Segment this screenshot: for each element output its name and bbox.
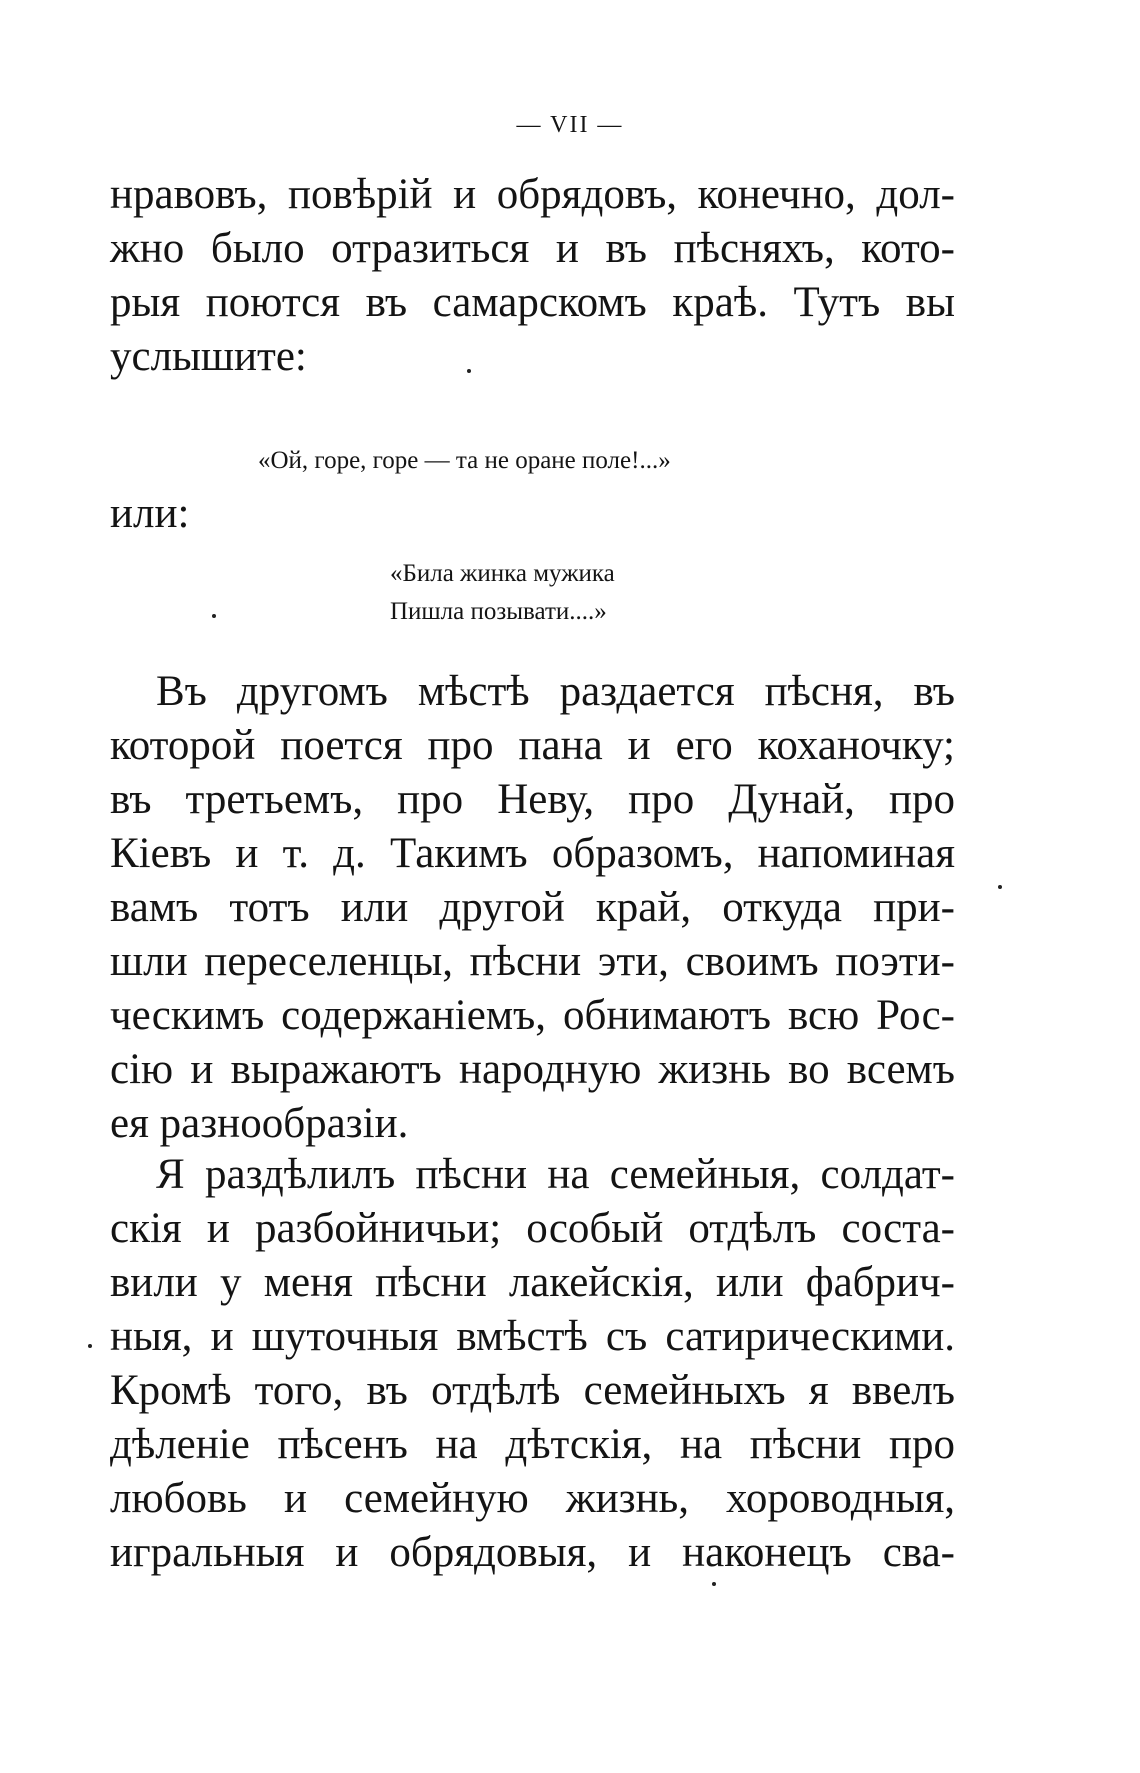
text-line: шли переселенцы, пѣсни эти, своимъ поэти- (110, 938, 955, 985)
quote-2 (390, 555, 615, 631)
page-number: — VII — (516, 112, 624, 138)
text-line: нравовъ, повѣрій и обрядовъ, конечно, дол- (110, 171, 955, 218)
text-line: въ третьемъ, про Неву, про Дунай, про (110, 776, 955, 823)
scan-speck (998, 885, 1002, 889)
text-line: Кромѣ того, въ отдѣлѣ семейныхъ я ввелъ (110, 1367, 955, 1414)
text-line: Въ другомъ мѣстѣ раздается пѣсня, въ (156, 668, 955, 715)
text-line: или: (110, 490, 190, 537)
quote-line: «Ой, горе, горе — та не оране поле!...» (258, 447, 671, 474)
text-line: вили у меня пѣсни лакейскія, или фабрич- (110, 1259, 955, 1306)
text-line: ческимъ содержаніемъ, обнимаютъ всю Рос- (110, 992, 955, 1039)
text-line: сію и выражаютъ народную жизнь во всемъ (110, 1046, 955, 1093)
scan-speck (712, 1582, 716, 1586)
text-line: любовь и семейную жизнь, хороводныя, (110, 1475, 955, 1522)
paragraph-3 (110, 1148, 955, 1580)
text-line: игральныя и обрядовыя, и наконецъ сва- (110, 1529, 955, 1576)
scan-speck (88, 1344, 92, 1348)
text-line: ея разнообразіи. (110, 1100, 409, 1147)
text-line: вамъ тотъ или другой край, откуда при- (110, 884, 955, 931)
text-line: услышите: (110, 333, 307, 380)
text-line: скія и разбойничьи; особый отдѣлъ соста- (110, 1205, 955, 1252)
text-line: жно было отразиться и въ пѣсняхъ, кото- (110, 225, 955, 272)
scan-speck (212, 614, 216, 618)
text-line: рыя поются въ самарскомъ краѣ. Тутъ вы (110, 279, 955, 326)
quote-1 (258, 442, 671, 480)
paragraph-1 (110, 168, 955, 384)
text-line: дѣленіе пѣсенъ на дѣтскія, на пѣсни про (110, 1421, 955, 1468)
text-line: Я раздѣлилъ пѣсни на семейныя, солдат- (156, 1151, 955, 1198)
connector-text (110, 487, 955, 541)
scan-speck (467, 369, 471, 373)
quote-line: «Била жинка мужика (390, 560, 615, 587)
text-line: Кіевъ и т. д. Такимъ образомъ, напоминая (110, 830, 955, 877)
paragraph-2 (110, 665, 955, 1151)
text-line: ныя, и шуточныя вмѣстѣ съ сатирическими. (110, 1313, 955, 1360)
text-line: которой поется про пана и его коханочку; (110, 722, 955, 769)
quote-line: Пишла позывати....» (390, 598, 607, 625)
